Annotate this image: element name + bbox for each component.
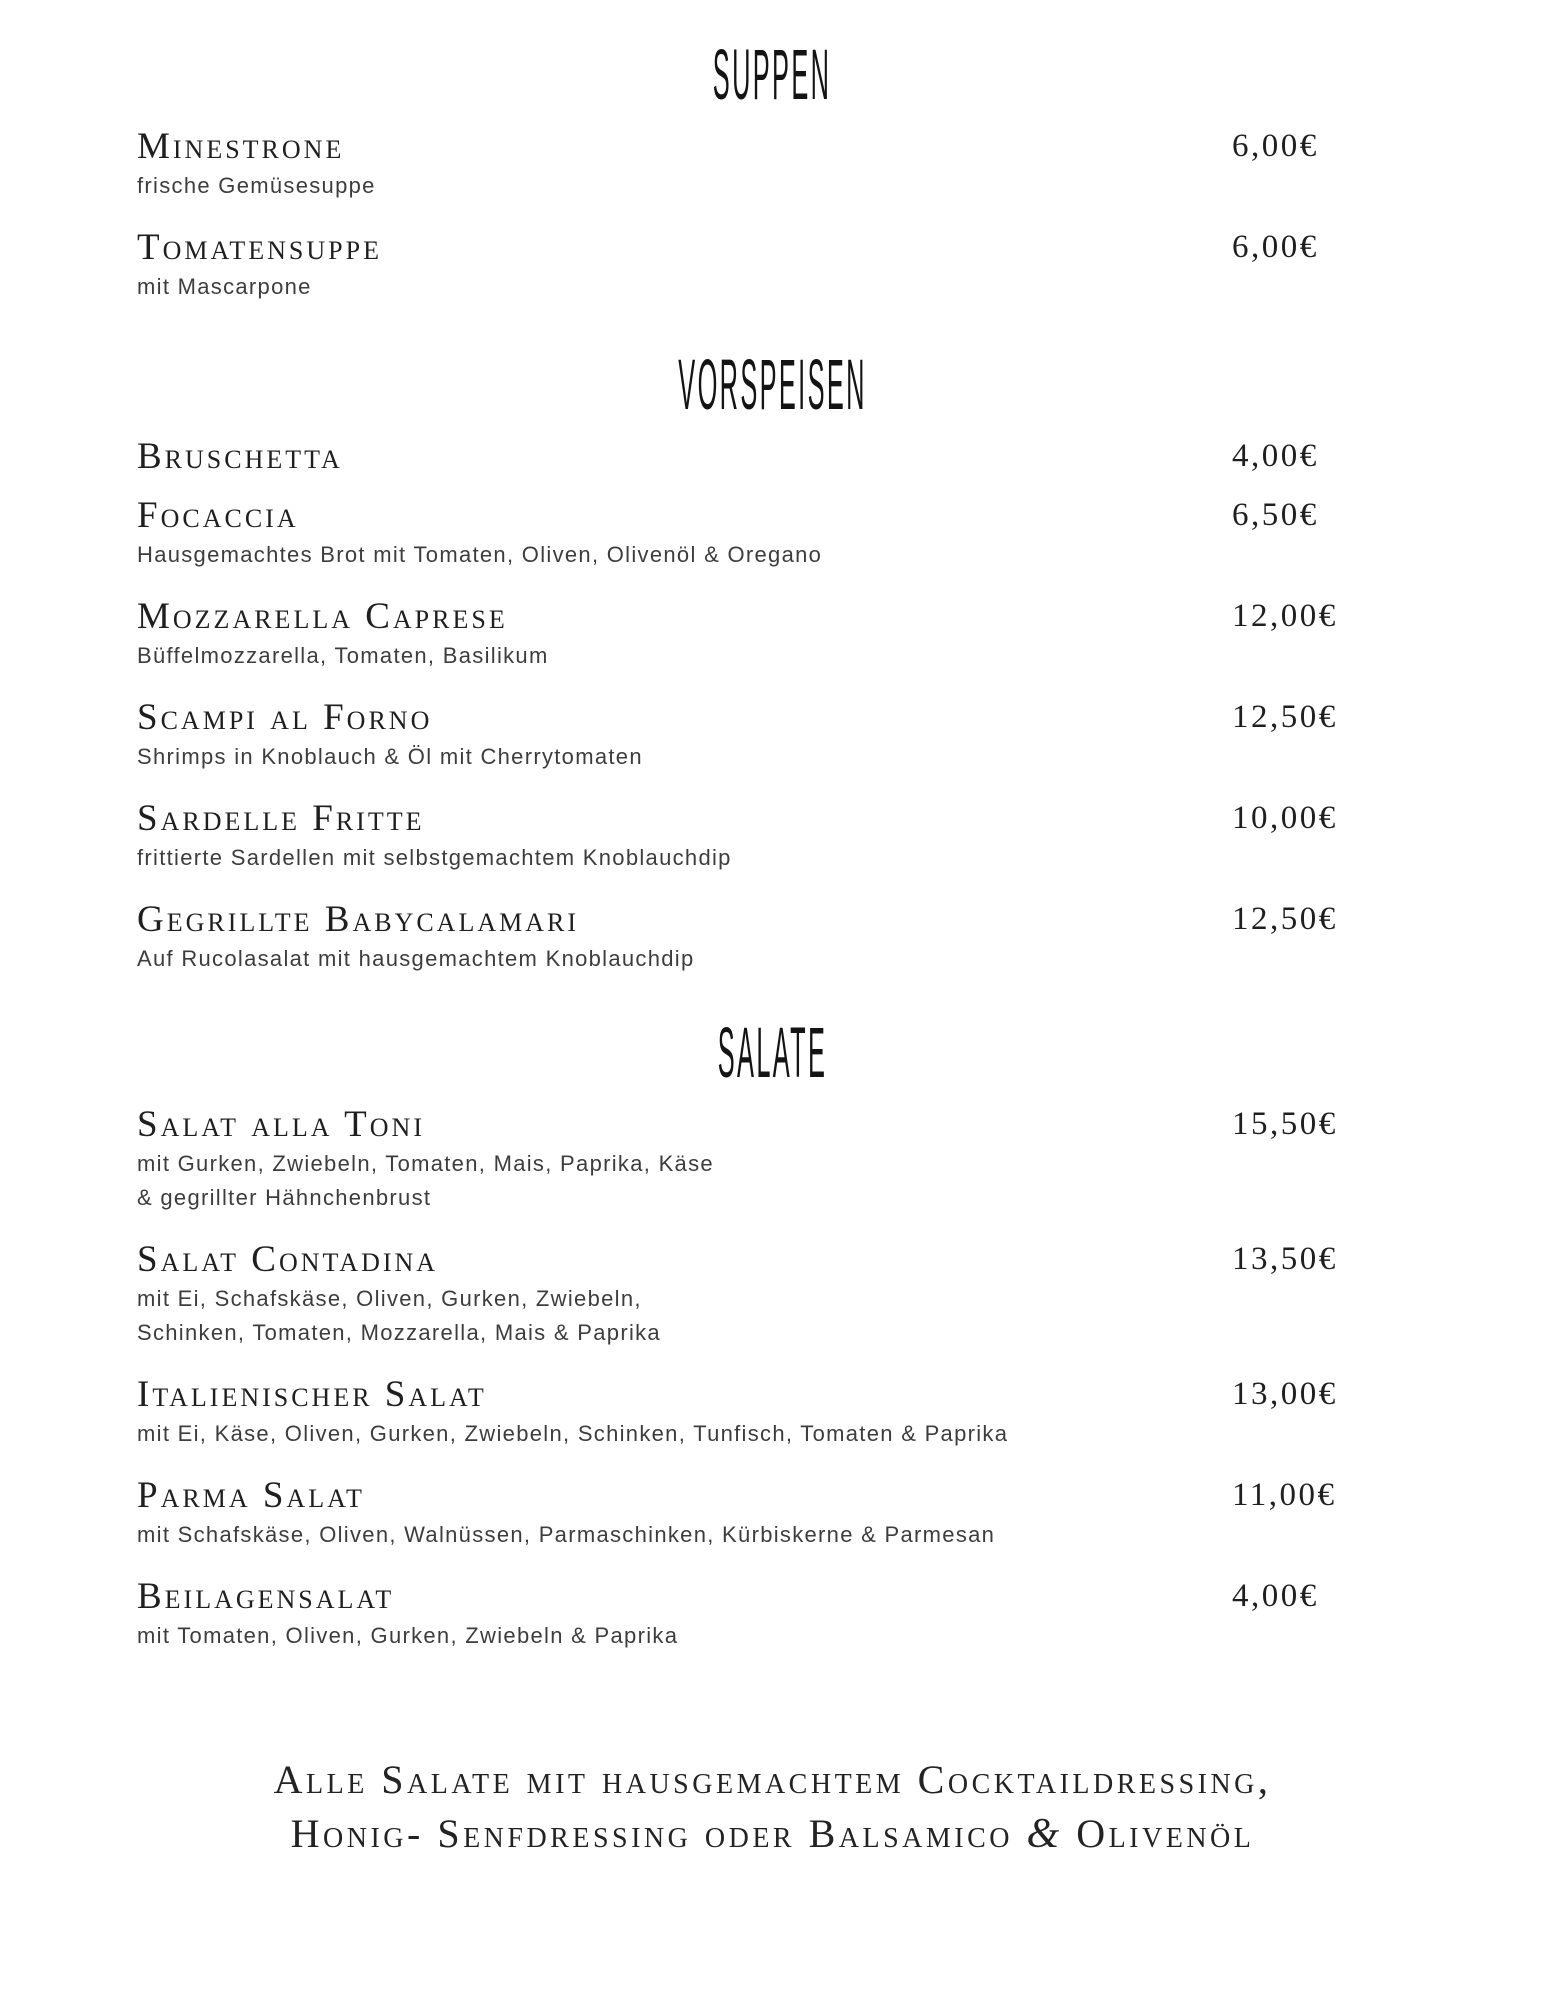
item-price: 6,50€ xyxy=(1232,497,1319,533)
menu-item-tomatensuppe xyxy=(0,225,1545,304)
menu-item-minestrone xyxy=(0,124,1545,203)
item-description: Schinken, Tomaten, Mozzarella, Mais & Paprika xyxy=(137,1320,661,1345)
section-heading-suppen xyxy=(0,35,1545,115)
item-name: Mozzarella Caprese xyxy=(137,596,508,637)
item-name: Focaccia xyxy=(137,495,299,536)
item-price: 4,00€ xyxy=(1232,1578,1319,1614)
footer-note xyxy=(0,1753,1545,1861)
section-vorspeisen xyxy=(0,345,1545,976)
item-description: frittierte Sardellen mit selbstgemachtem Knoblauchdip xyxy=(137,845,732,870)
item-price: 11,00€ xyxy=(1232,1477,1337,1513)
section-title: SALATE xyxy=(717,1013,828,1093)
menu-item-sardelle-fritte xyxy=(0,796,1545,875)
menu-item-beilagensalat xyxy=(0,1574,1545,1653)
item-name: Salat Contadina xyxy=(137,1239,439,1280)
item-description: mit Ei, Käse, Oliven, Gurken, Zwiebeln, Schinken, Tunfisch, Tomaten & Paprika xyxy=(137,1421,1009,1446)
menu-item-parma-salat xyxy=(0,1473,1545,1552)
fancy-ampersand: & xyxy=(1026,1811,1063,1857)
footer-line-2 xyxy=(0,1807,1545,1861)
item-name: Sardelle Fritte xyxy=(137,798,425,839)
item-price: 6,00€ xyxy=(1232,128,1319,164)
item-description: Shrimps in Knoblauch & Öl mit Cherrytomaten xyxy=(137,744,643,769)
item-price: 13,00€ xyxy=(1232,1376,1338,1412)
item-description: frische Gemüsesuppe xyxy=(137,173,376,198)
item-name: Parma Salat xyxy=(137,1475,365,1516)
section-suppen xyxy=(0,35,1545,304)
menu-item-salat-contadina xyxy=(0,1237,1545,1350)
item-name: Scampi al Forno xyxy=(137,697,433,738)
item-name: Minestrone xyxy=(137,126,345,167)
item-description: Hausgemachtes Brot mit Tomaten, Oliven, Olivenöl & Oregano xyxy=(137,542,823,567)
item-description: mit Ei, Schafskäse, Oliven, Gurken, Zwiebeln, xyxy=(137,1286,642,1311)
item-price: 13,50€ xyxy=(1232,1241,1338,1277)
item-name: Italienischer Salat xyxy=(137,1374,487,1415)
item-description: & gegrillter Hähnchenbrust xyxy=(137,1185,432,1210)
item-price: 6,00€ xyxy=(1232,229,1319,265)
item-description: mit Gurken, Zwiebeln, Tomaten, Mais, Paprika, Käse xyxy=(137,1151,714,1176)
item-price: 10,00€ xyxy=(1232,800,1338,836)
menu-item-mozzarella-caprese xyxy=(0,594,1545,673)
item-price: 4,00€ xyxy=(1232,438,1319,474)
menu-item-scampi-al-forno xyxy=(0,695,1545,774)
item-name: Salat alla Toni xyxy=(137,1104,425,1145)
item-price: 12,00€ xyxy=(1232,598,1338,634)
item-description: Auf Rucolasalat mit hausgemachtem Knoblauchdip xyxy=(137,946,695,971)
item-name: Beilagensalat xyxy=(137,1576,395,1617)
section-title: VORSPEISEN xyxy=(678,345,867,425)
item-description: mit Tomaten, Oliven, Gurken, Zwiebeln & Paprika xyxy=(137,1623,679,1648)
menu-item-focaccia xyxy=(0,493,1545,572)
section-title: SUPPEN xyxy=(713,35,832,115)
item-price: 12,50€ xyxy=(1232,699,1338,735)
item-price: 15,50€ xyxy=(1232,1106,1338,1142)
item-price: 12,50€ xyxy=(1232,901,1338,937)
menu-item-bruschetta xyxy=(0,434,1545,479)
footer-line-1: Alle Salate mit hausgemachtem Cocktaildressing, xyxy=(273,1757,1272,1802)
menu-item-italienischer-salat xyxy=(0,1372,1545,1451)
item-name: Bruschetta xyxy=(137,436,343,477)
menu-item-gegrillte-babycalamari xyxy=(0,897,1545,976)
footer-line-2-text: Olivenöl xyxy=(1062,1811,1255,1856)
section-heading-vorspeisen xyxy=(0,345,1545,425)
footer-line-2-text: Honig- Senfdressing oder Balsamico xyxy=(290,1811,1027,1856)
item-name: Tomatensuppe xyxy=(137,227,382,268)
section-heading-salate xyxy=(0,1013,1545,1093)
menu-item-salat-alla-toni xyxy=(0,1102,1545,1215)
item-description: mit Schafskäse, Oliven, Walnüssen, Parmaschinken, Kürbiskerne & Parmesan xyxy=(137,1522,996,1547)
section-salate xyxy=(0,1013,1545,1653)
item-description: Büffelmozzarella, Tomaten, Basilikum xyxy=(137,643,549,668)
item-description: mit Mascarpone xyxy=(137,274,312,299)
item-name: Gegrillte Babycalamari xyxy=(137,899,580,940)
